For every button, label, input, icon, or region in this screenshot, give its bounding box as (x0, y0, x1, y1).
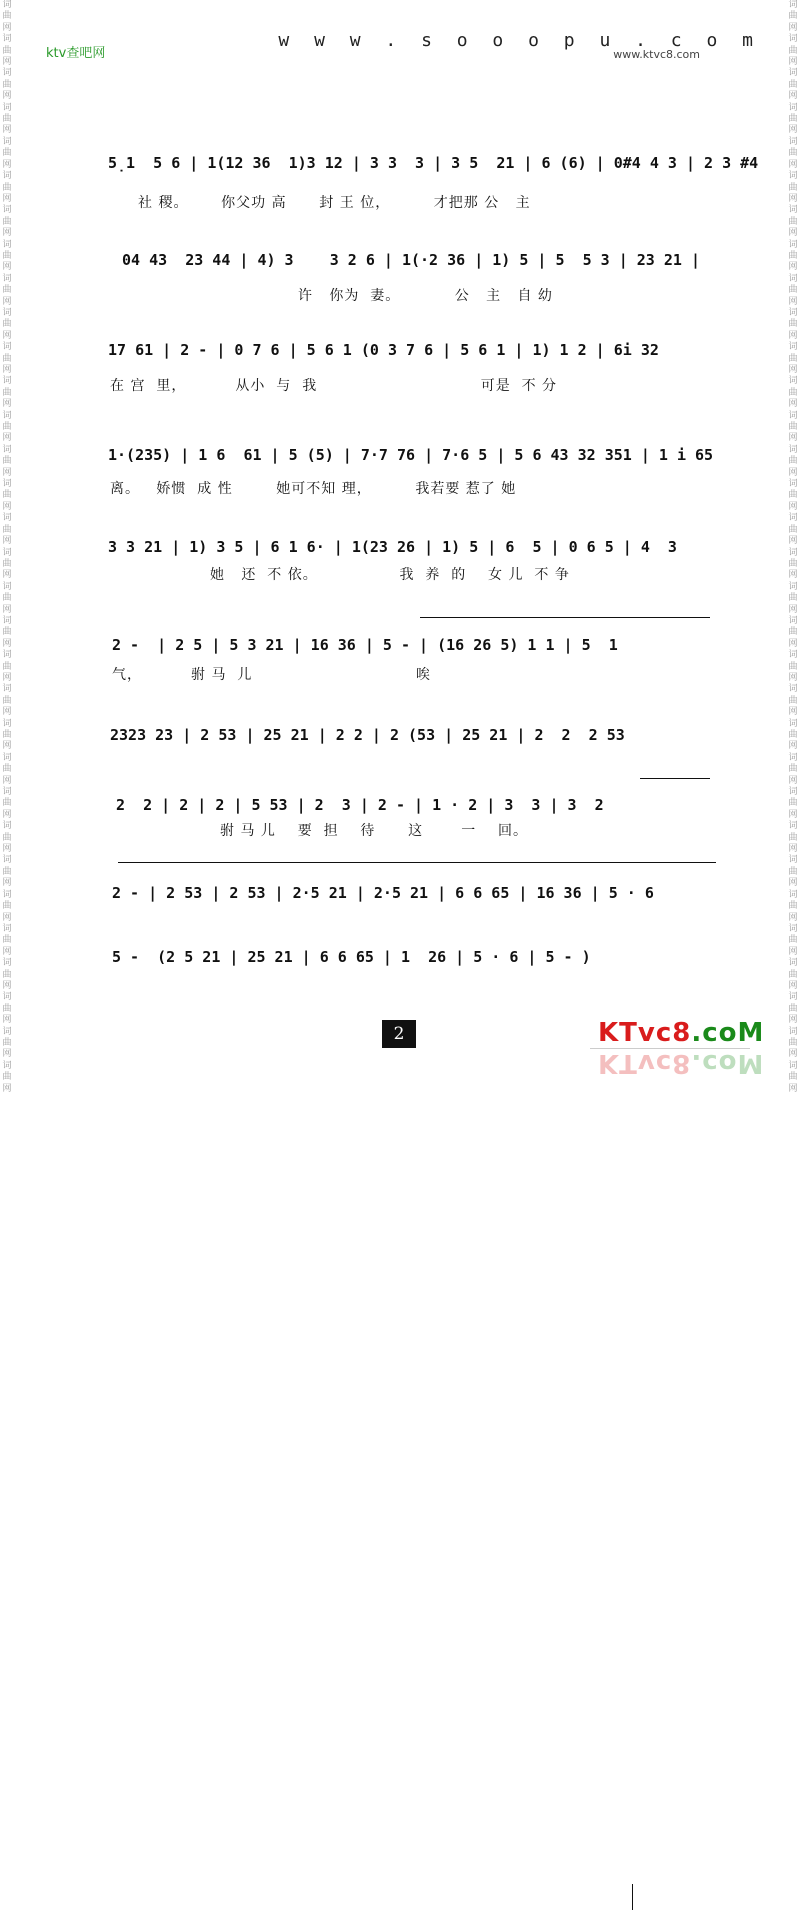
side-watermark-char: 网 (788, 296, 798, 307)
site-url-sub[interactable]: www.ktvc8.com (613, 48, 700, 61)
side-watermark-char: 网 (2, 125, 12, 136)
side-watermark-char: 曲 (788, 832, 798, 843)
side-watermark-char: 曲 (2, 695, 12, 706)
side-watermark-left (0, 0, 14, 1110)
side-watermark-char: 网 (2, 844, 12, 855)
side-watermark-char: 词 (2, 376, 12, 387)
side-watermark-char: 曲 (788, 730, 798, 740)
side-watermark-char: 网 (2, 228, 12, 239)
side-watermark-char: 词 (788, 479, 798, 490)
side-watermark-char: 网 (788, 57, 798, 68)
side-watermark-char: 词 (788, 684, 798, 695)
side-watermark-char: 网 (2, 775, 12, 786)
side-watermark-char: 曲 (788, 1003, 798, 1014)
side-watermark-char: 网 (2, 604, 12, 615)
side-watermark-char: 曲 (2, 456, 12, 467)
notation-line (108, 440, 718, 470)
side-watermark-char: 曲 (788, 798, 798, 809)
side-watermark-char: 网 (2, 878, 12, 889)
slur-line (118, 862, 716, 863)
side-watermark-char: 曲 (788, 695, 798, 706)
side-watermark-char: 曲 (788, 148, 798, 159)
notation-text: 2323 23 | 2 53 | 25 21 | 2 2 | 2 (53 | 25 21 | 2 2 2 53 (110, 726, 625, 744)
side-watermark-char: 曲 (788, 627, 798, 638)
side-watermark-char: 曲 (788, 901, 798, 912)
side-watermark-char: 曲 (788, 661, 798, 672)
side-watermark-char: 曲 (788, 319, 798, 330)
side-watermark-char: 曲 (788, 456, 798, 467)
side-watermark-char: 词 (788, 752, 798, 763)
notation-line (112, 878, 712, 908)
side-watermark-char: 词 (2, 821, 12, 832)
logo-reflection: KTvc8.coM (598, 1048, 765, 1078)
side-watermark-char: 词 (2, 581, 12, 592)
logo-text-main: KTvc8 (598, 1018, 692, 1048)
side-watermark-char: 网 (788, 878, 798, 889)
side-watermark-char: 曲 (2, 250, 12, 261)
side-watermark-char: 曲 (2, 490, 12, 501)
notation-line (112, 942, 652, 972)
notation-line (108, 532, 718, 562)
side-watermark-char: 词 (788, 787, 798, 798)
side-watermark-char: 曲 (788, 490, 798, 501)
side-watermark-char: 曲 (2, 285, 12, 296)
notation-text: 1·(235) | 1 6 61 | 5 (5) | 7·7 76 | 7·6 5 | 5 6 43 32 351 | 1 i 65 (108, 446, 714, 464)
side-watermark-char: 曲 (788, 1072, 798, 1083)
side-watermark-char: 词 (788, 136, 798, 147)
side-watermark-char: 网 (788, 228, 798, 239)
side-watermark-char: 词 (2, 102, 12, 113)
side-watermark-char: 词 (788, 0, 798, 10)
final-barline (632, 1884, 633, 1910)
side-watermark-char: 词 (788, 273, 798, 284)
side-watermark-char: 网 (2, 672, 12, 683)
notation-text: 2 - | 2 5 | 5 3 21 | 16 36 | 5 - | (16 26 5) 1 1 | 5 1 (112, 636, 618, 654)
side-watermark-char: 词 (788, 581, 798, 592)
side-watermark-char: 网 (788, 741, 798, 752)
side-watermark-char: 词 (2, 855, 12, 866)
notation-line (108, 148, 759, 178)
side-watermark-char: 网 (2, 980, 12, 991)
lyrics-line: 她 还 不 依。 我 养 的 女 儿 不 争 (210, 567, 570, 583)
side-watermark-char: 词 (788, 513, 798, 524)
side-watermark-char: 网 (2, 159, 12, 170)
side-watermark-char: 网 (2, 296, 12, 307)
side-watermark-char: 词 (2, 1060, 12, 1071)
side-watermark-char: 词 (788, 171, 798, 182)
side-watermark-char: 词 (2, 615, 12, 626)
side-watermark-char: 网 (2, 946, 12, 957)
side-watermark-char: 词 (2, 239, 12, 250)
side-watermark-char: 词 (2, 410, 12, 421)
side-watermark-char: 词 (788, 239, 798, 250)
side-watermark-char: 曲 (788, 216, 798, 227)
side-watermark-char: 词 (2, 34, 12, 45)
side-watermark-char: 网 (2, 707, 12, 718)
side-watermark-char: 词 (2, 787, 12, 798)
notation-text: 3 3 21 | 1) 3 5 | 6 1 6· | 1(23 26 | 1) 5 | 6 5 | 0 6 5 | 4 3 (108, 538, 677, 556)
side-watermark-char: 曲 (2, 79, 12, 90)
side-watermark-char: 网 (2, 1083, 12, 1094)
side-watermark-char: 网 (2, 22, 12, 33)
side-watermark-char: 曲 (788, 387, 798, 398)
side-watermark-char: 网 (2, 399, 12, 410)
side-watermark-char: 网 (2, 638, 12, 649)
side-watermark-char: 网 (2, 91, 12, 102)
side-watermark-char: 网 (2, 467, 12, 478)
side-watermark-char: 网 (788, 980, 798, 991)
side-watermark-char: 网 (2, 433, 12, 444)
slur-line (420, 617, 710, 618)
side-watermark-char: 网 (788, 1049, 798, 1060)
side-watermark-char: 词 (2, 136, 12, 147)
side-watermark-char: 网 (788, 467, 798, 478)
side-watermark-char: 曲 (2, 627, 12, 638)
side-watermark-char: 词 (788, 376, 798, 387)
side-watermark-char: 词 (2, 171, 12, 182)
side-watermark-char: 曲 (788, 969, 798, 980)
side-watermark-char: 词 (788, 615, 798, 626)
notation-line (116, 790, 716, 820)
side-watermark-char: 曲 (2, 524, 12, 535)
side-watermark-char: 词 (788, 718, 798, 729)
side-watermark-char: 词 (788, 958, 798, 969)
side-watermark-char: 网 (2, 809, 12, 820)
side-watermark-char: 曲 (2, 730, 12, 740)
site-brand-left[interactable]: ktv查吧网 (46, 46, 106, 61)
side-watermark-char: 曲 (788, 353, 798, 364)
slur-line (640, 778, 710, 779)
side-watermark-char: 网 (788, 638, 798, 649)
notation-text: 2 - | 2 53 | 2 53 | 2·5 21 | 2·5 21 | 6 6 65 | 16 36 | 5 · 6 (112, 884, 654, 902)
side-watermark-char: 词 (788, 1026, 798, 1037)
side-watermark-char: 曲 (2, 182, 12, 193)
side-watermark-char: 词 (788, 547, 798, 558)
side-watermark-char: 曲 (788, 79, 798, 90)
side-watermark-char: 曲 (2, 353, 12, 364)
side-watermark-char: 词 (2, 752, 12, 763)
side-watermark-char: 曲 (2, 45, 12, 56)
ktvc8-logo[interactable] (598, 1018, 764, 1048)
side-watermark-char: 词 (2, 342, 12, 353)
side-watermark-char: 网 (788, 844, 798, 855)
side-watermark-char: 曲 (788, 935, 798, 946)
side-watermark-char: 词 (788, 992, 798, 1003)
side-watermark-char: 曲 (2, 901, 12, 912)
side-watermark-char: 网 (788, 159, 798, 170)
side-watermark-char: 网 (2, 912, 12, 923)
side-watermark-char: 词 (2, 68, 12, 79)
notation-text: 17 61 | 2 - | 0 7 6 | 5 6 1 (0 3 7 6 | 5 6 1 | 1) 1 2 | 6i 32 (108, 341, 659, 359)
side-watermark-char: 网 (2, 57, 12, 68)
side-watermark-char: 网 (2, 193, 12, 204)
side-watermark-char: 网 (788, 125, 798, 136)
side-watermark-char: 网 (2, 262, 12, 273)
side-watermark-char: 曲 (2, 935, 12, 946)
side-watermark-char: 曲 (2, 148, 12, 159)
lyrics-line: 离。 娇惯 成 性 她可不知 理， 我若要 惹了 她 (110, 481, 517, 497)
side-watermark-char: 网 (2, 536, 12, 547)
side-watermark-char: 曲 (2, 1037, 12, 1048)
notation-line (108, 335, 718, 365)
side-watermark-char: 词 (2, 307, 12, 318)
side-watermark-char: 词 (2, 273, 12, 284)
side-watermark-char: 网 (788, 672, 798, 683)
side-watermark-char: 网 (2, 1015, 12, 1026)
side-watermark-right (786, 0, 800, 1110)
side-watermark-char: 网 (2, 1049, 12, 1060)
logo-text-domain: .coM (691, 1018, 765, 1048)
side-watermark-char: 网 (2, 741, 12, 752)
lyrics-line: 社 稷。 你父功 高 封 王 位， 才把那 公 主 (138, 195, 531, 211)
lyrics-line: 许 你为 妻。 公 主 自 幼 (298, 288, 553, 304)
side-watermark-char: 词 (788, 650, 798, 661)
lyrics-line: 气， 驸 马 儿 唉 (112, 667, 431, 683)
notation-text: 5 - (2 5 21 | 25 21 | 6 6 65 | 1 26 | 5 · 6 | 5 - ) (112, 948, 591, 966)
side-watermark-char: 词 (2, 1026, 12, 1037)
side-watermark-char: 网 (2, 330, 12, 341)
side-watermark-char: 词 (2, 684, 12, 695)
side-watermark-char: 词 (788, 410, 798, 421)
side-watermark-char: 词 (788, 444, 798, 455)
notation-text: 2 2 | 2 | 2 | 5 53 | 2 3 | 2 - | 1 · 2 | 3 3 | 3 2 (116, 796, 604, 814)
notation-line (112, 630, 712, 660)
side-watermark-char: 曲 (2, 764, 12, 775)
side-watermark-char: 词 (788, 889, 798, 900)
side-watermark-char: 曲 (788, 182, 798, 193)
side-watermark-char: 词 (2, 0, 12, 10)
side-watermark-char: 网 (788, 775, 798, 786)
notation-line (122, 245, 712, 275)
side-watermark-char: 词 (788, 34, 798, 45)
side-watermark-char: 词 (788, 855, 798, 866)
side-watermark-char: 曲 (2, 832, 12, 843)
side-watermark-char: 曲 (2, 866, 12, 877)
side-watermark-char: 曲 (2, 11, 12, 22)
side-watermark-char: 网 (788, 912, 798, 923)
side-watermark-char: 网 (2, 365, 12, 375)
side-watermark-char: 网 (788, 809, 798, 820)
side-watermark-char: 曲 (2, 593, 12, 604)
side-watermark-char: 曲 (788, 422, 798, 433)
side-watermark-char: 词 (788, 1060, 798, 1071)
lyrics-line: 驸 马 儿 要 担 待 这 一 回。 (220, 823, 529, 839)
notation-text: 5̣1 5 6 | 1(12 36 1)3 12 | 3 3 3 | 3 5 21 | 6 (6) | 0#4 4 3 | 2 3 #4 (108, 154, 759, 172)
side-watermark-char: 曲 (788, 250, 798, 261)
lyrics-line: 在 宫 里， 从小 与 我 可是 不 分 (110, 378, 558, 394)
side-watermark-char: 词 (2, 444, 12, 455)
side-watermark-char: 词 (788, 821, 798, 832)
side-watermark-char: 网 (788, 707, 798, 718)
side-watermark-char: 曲 (788, 285, 798, 296)
side-watermark-char: 网 (788, 1083, 798, 1094)
side-watermark-char: 曲 (2, 422, 12, 433)
notation-line (110, 720, 710, 750)
side-watermark-char: 网 (788, 570, 798, 581)
side-watermark-char: 词 (788, 102, 798, 113)
side-watermark-char: 曲 (2, 1072, 12, 1083)
side-watermark-char: 网 (788, 22, 798, 33)
side-watermark-char: 词 (788, 307, 798, 318)
side-watermark-char: 曲 (2, 661, 12, 672)
side-watermark-char: 曲 (2, 1003, 12, 1014)
side-watermark-char: 曲 (788, 558, 798, 569)
side-watermark-char: 曲 (2, 558, 12, 569)
side-watermark-char: 曲 (2, 216, 12, 227)
side-watermark-char: 词 (788, 68, 798, 79)
side-watermark-char: 网 (788, 1015, 798, 1026)
side-watermark-char: 曲 (788, 45, 798, 56)
side-watermark-char: 曲 (2, 969, 12, 980)
side-watermark-char: 网 (2, 501, 12, 512)
side-watermark-char: 网 (788, 91, 798, 102)
side-watermark-char: 曲 (788, 764, 798, 775)
side-watermark-char: 网 (788, 399, 798, 410)
side-watermark-char: 曲 (788, 114, 798, 125)
side-watermark-char: 网 (788, 946, 798, 957)
side-watermark-char: 曲 (2, 114, 12, 125)
side-watermark-char: 词 (2, 958, 12, 969)
side-watermark-char: 词 (2, 992, 12, 1003)
site-url-right[interactable]: w w w . s o o o p u . c o m (278, 30, 760, 51)
side-watermark-char: 网 (788, 501, 798, 512)
side-watermark-char: 网 (788, 536, 798, 547)
side-watermark-char: 网 (788, 604, 798, 615)
side-watermark-char: 曲 (2, 319, 12, 330)
side-watermark-char: 网 (2, 570, 12, 581)
side-watermark-char: 网 (788, 330, 798, 341)
side-watermark-char: 曲 (2, 387, 12, 398)
side-watermark-char: 网 (788, 433, 798, 444)
side-watermark-char: 词 (2, 718, 12, 729)
side-watermark-char: 网 (788, 262, 798, 273)
side-watermark-char: 词 (2, 479, 12, 490)
side-watermark-char: 曲 (788, 524, 798, 535)
side-watermark-char: 词 (2, 889, 12, 900)
side-watermark-char: 曲 (788, 593, 798, 604)
side-watermark-char: 词 (788, 923, 798, 934)
notation-text: 04 43 23 44 | 4) 3 3 2 6 | 1(·2 36 | 1) 5 | 5 5 3 | 23 21 | (122, 251, 700, 269)
side-watermark-char: 词 (2, 923, 12, 934)
side-watermark-char: 曲 (2, 798, 12, 809)
page-number: 2 (382, 1020, 416, 1048)
side-watermark-char: 词 (2, 205, 12, 216)
side-watermark-char: 网 (788, 365, 798, 375)
side-watermark-char: 词 (2, 547, 12, 558)
side-watermark-char: 词 (2, 650, 12, 661)
side-watermark-char: 曲 (788, 866, 798, 877)
side-watermark-char: 曲 (788, 1037, 798, 1048)
side-watermark-char: 词 (2, 513, 12, 524)
side-watermark-char: 词 (788, 342, 798, 353)
side-watermark-char: 网 (788, 193, 798, 204)
side-watermark-char: 词 (788, 205, 798, 216)
side-watermark-char: 曲 (788, 11, 798, 22)
